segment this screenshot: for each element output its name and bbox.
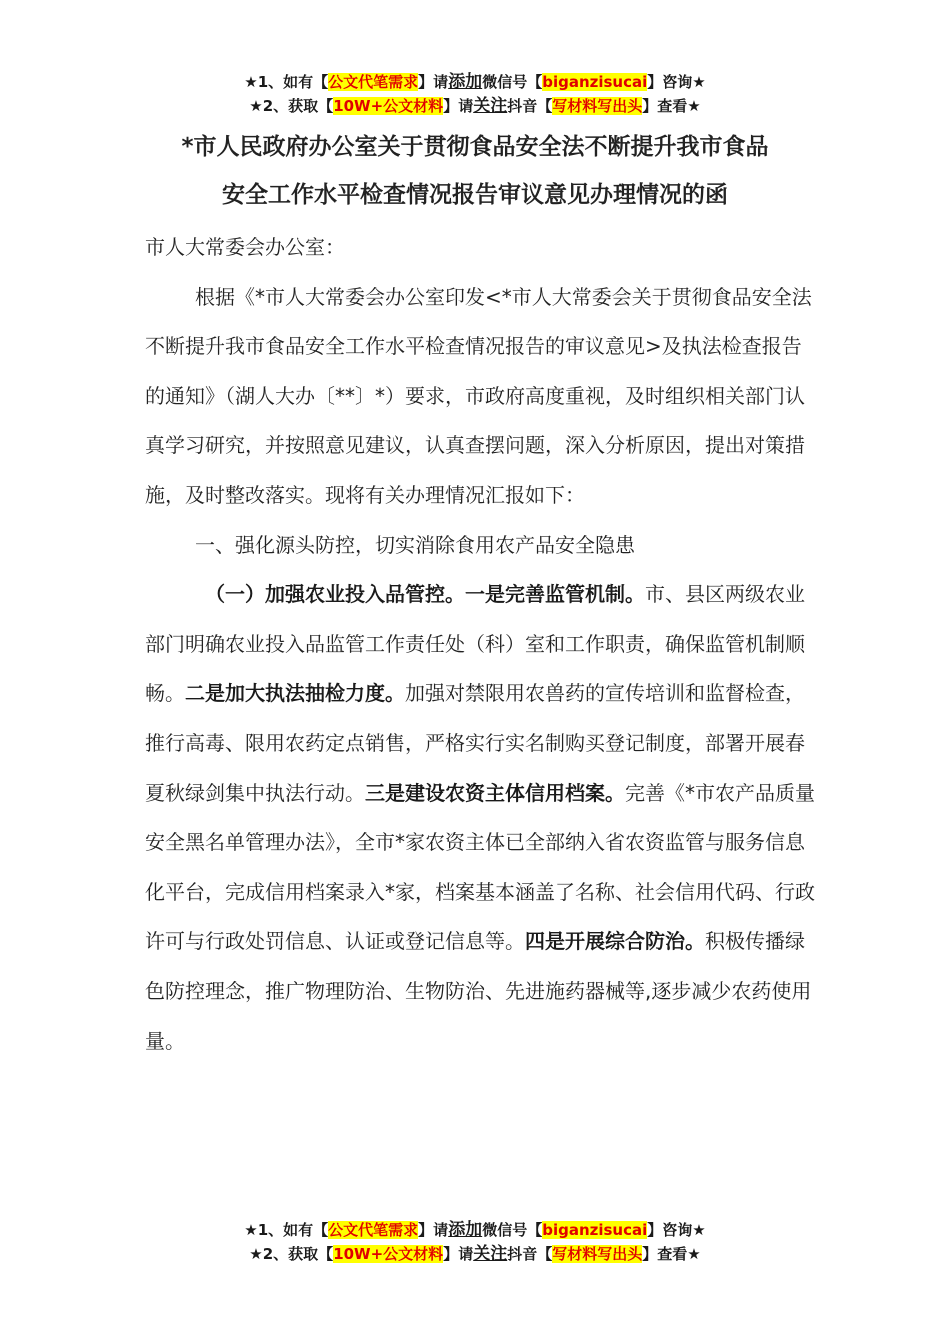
promo-line-1: ★1、如有【公文代笔需求】请添加微信号【biganzisucai】咨询★ xyxy=(244,1220,706,1240)
highlight-service: 公文代笔需求 xyxy=(328,73,419,91)
document-title xyxy=(0,123,950,219)
promo-line-2: ★2、获取【10W+公文材料】请关注抖音【写材料写出头】查看★ xyxy=(249,1244,701,1264)
highlight-wechat-id: biganzisucai xyxy=(542,73,648,91)
highlight-douyin: 写材料写出头 xyxy=(552,1245,643,1263)
promo-line-2: ★2、获取【10W+公文材料】请关注抖音【写材料写出头】查看★ xyxy=(249,96,701,116)
highlight-douyin: 写材料写出头 xyxy=(552,97,643,115)
paragraph-1: （一）加强农业投入品管控。一是完善监管机制。市、县区两级农业部门明确农业投入品监管工作责任处（科）室和工作职责，确保监管机制顺畅。二是加大执法抽检力度。加强对禁限用农兽药的宣传培训和监督检查，推行高毒、限用农药定点销售，严格实行实名制购买登记制度，部署开展春夏秋绿剑集中执法行动。三是建设农资主体信用档案。完善《*市农产品质量安全黑名单管理办法》，全市*家农资主体已全部纳入省农资监管与服务信息化平台，完成信用档案录入*家，档案基本涵盖了名称、社会信用代码、行政许可与行政处罚信息、认证或登记信息等。四是开展综合防治。积极传播绿色防控理念，推广物理防治、生物防治、先进施药器械等,逐步减少农药使用量。 xyxy=(145,582,815,1053)
intro-paragraph: 根据《*市人大常委会办公室印发<*市人大常委会关于贯彻食品安全法不断提升我市食品安全工作水平检查情况报告的审议意见>及执法检查报告的通知》（湖人大办〔**〕*）要求，市政府高度重视，及时组织相关部门认真学习研究，并按照意见建议，认真查摆问题，深入分析原因，提出对策措施，及时整改落实。现将有关办理情况汇报如下： xyxy=(145,284,812,507)
section-heading-1: 一、强化源头防控，切实消除食用农产品安全隐患 xyxy=(195,532,635,557)
highlight-materials: 10W+公文材料 xyxy=(333,1245,444,1263)
title-line-2: 安全工作水平检查情况报告审议意见办理情况的函 xyxy=(222,182,728,208)
highlight-materials: 10W+公文材料 xyxy=(333,97,444,115)
title-line-1: *市人民政府办公室关于贯彻食品安全法不断提升我市食品 xyxy=(181,134,769,160)
highlight-wechat-id: biganzisucai xyxy=(542,1221,648,1239)
salutation: 市人大常委会办公室： xyxy=(145,235,345,259)
promo-header xyxy=(0,70,950,118)
highlight-service: 公文代笔需求 xyxy=(328,1221,419,1239)
promo-line-1: ★1、如有【公文代笔需求】请添加微信号【biganzisucai】咨询★ xyxy=(244,72,706,92)
promo-footer xyxy=(0,1218,950,1266)
document-body xyxy=(145,223,815,1066)
